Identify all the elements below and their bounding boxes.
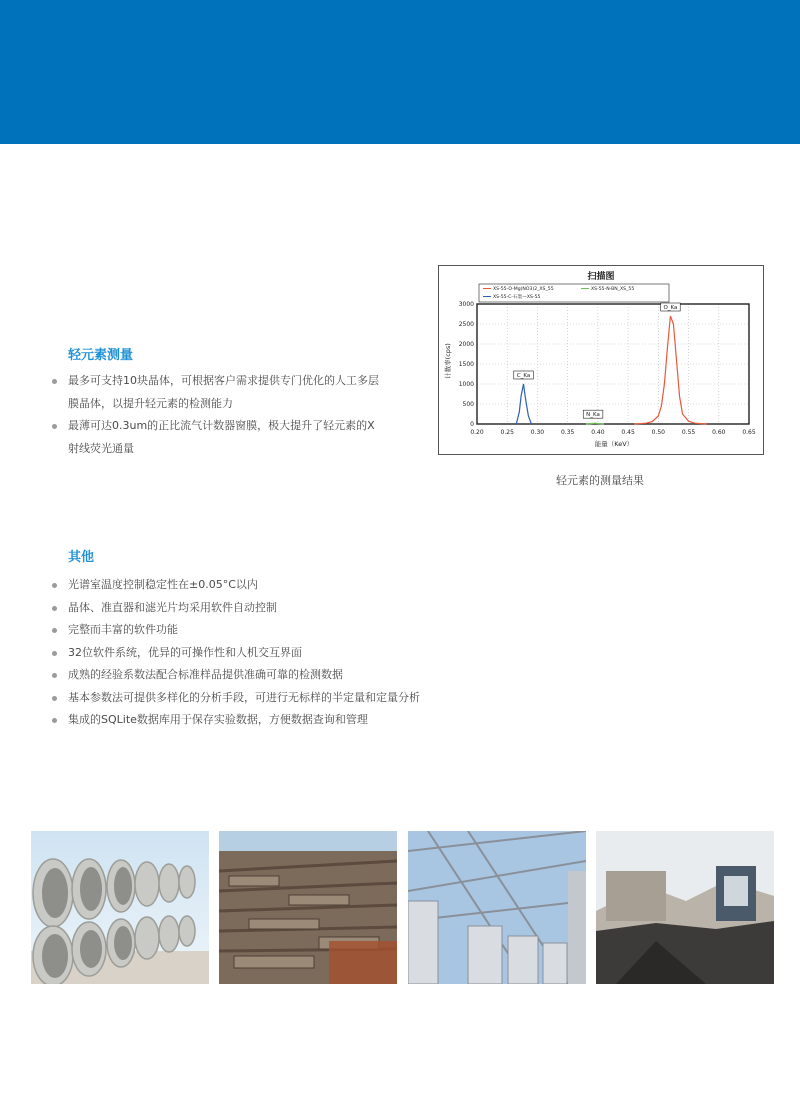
list-item-text: 集成的SQLite数据库用于保存实验数据，方便数据查询和管理: [68, 713, 368, 726]
bullet-icon: [52, 583, 57, 588]
bullet-icon: [52, 651, 57, 656]
y-tick-label: 3000: [458, 301, 474, 308]
x-tick-label: 0.35: [560, 429, 575, 436]
y-axis-label: 计数率(cps): [444, 343, 452, 379]
x-tick-label: 0.65: [742, 429, 756, 436]
x-tick-label: 0.55: [681, 429, 696, 436]
list-item-text: 完整而丰富的软件功能: [68, 623, 178, 636]
chart-annotations: [514, 303, 680, 418]
x-tick-label: 0.45: [621, 429, 635, 436]
list-item: [52, 709, 552, 732]
list-item: [52, 415, 382, 460]
steel-beams-photo: [219, 831, 397, 984]
list-item-text: 成熟的经验系数法配合标准样品提供准确可靠的检测数据: [68, 668, 343, 681]
list-item-text: 晶体、准直器和滤光片均采用软件自动控制: [68, 600, 277, 614]
annotation-label: N_Ka: [586, 412, 600, 419]
bullet-icon: [52, 718, 57, 723]
list-item: [52, 687, 552, 710]
list-item: [52, 597, 552, 620]
list-item: [52, 370, 382, 415]
industrial-plant-photo: [408, 831, 586, 984]
bullet-icon: [52, 424, 57, 429]
list-item: [52, 574, 552, 597]
mining-site-photo: [596, 831, 774, 984]
x-tick-label: 0.30: [530, 429, 545, 436]
y-tick-label: 0: [470, 421, 474, 428]
annotation-label: C_Ka: [516, 373, 531, 379]
annotation-label: O_Ka: [663, 305, 678, 311]
bullet-icon: [52, 696, 57, 701]
chart-caption: 轻元素的测量结果: [556, 474, 644, 487]
x-tick-label: 0.60: [712, 429, 726, 436]
bullet-icon: [52, 606, 57, 611]
bullet-icon: [52, 673, 57, 678]
concrete-pipes-photo: [31, 831, 209, 984]
chart-svg: [439, 266, 763, 454]
list-item-text: 最多可支持10块晶体，可根据客户需求提供专门优化的人工多层膜晶体，以提升轻元素的检测能力: [68, 374, 379, 410]
series-line: [634, 316, 707, 424]
x-axis-label: 能量（KeV）: [594, 440, 634, 448]
y-tick-label: 2000: [458, 341, 474, 348]
list-item: [52, 664, 552, 687]
y-tick-label: 500: [462, 401, 474, 408]
list-item: [52, 642, 552, 665]
other-list: [52, 574, 552, 732]
chart-title: 扫描图: [587, 272, 615, 282]
x-tick-label: 0.20: [470, 429, 484, 436]
x-tick-label: 0.25: [500, 429, 514, 436]
list-item-text: 光谱室温度控制稳定性在±0.05°C以内: [68, 578, 258, 591]
chart-series: [516, 316, 706, 424]
light-elements-title: 轻元素测量: [68, 348, 134, 363]
x-tick-label: 0.40: [591, 429, 605, 436]
legend-label: XS-55-N-BN_XS_55: [591, 287, 635, 292]
legend-label: XS-55-O-Mg(NO3)2_XS_55: [493, 287, 554, 292]
y-tick-label: 1000: [458, 381, 474, 388]
chart-legend: [479, 284, 669, 302]
header-banner: [0, 0, 800, 144]
bullet-icon: [52, 628, 57, 633]
other-title: 其他: [68, 550, 95, 565]
legend-label: XS-55-C-石墨—XS-55: [493, 295, 541, 300]
bullet-icon: [52, 379, 57, 384]
list-item-text: 32位软件系统，优异的可操作性和人机交互界面: [68, 645, 302, 659]
chart-grid: [477, 304, 749, 424]
light-elements-list: [52, 370, 382, 460]
scan-chart: [438, 265, 764, 455]
chart-axes: [459, 301, 756, 436]
list-item-text: 基本参数法可提供多样化的分析手段，可进行无标样的半定量和定量分析: [68, 690, 420, 704]
list-item: [52, 619, 552, 642]
y-tick-label: 2500: [458, 321, 474, 328]
list-item-text: 最薄可达0.3um的正比流气计数器窗膜，极大提升了轻元素的X射线荧光通量: [68, 419, 375, 455]
y-tick-label: 1500: [458, 361, 474, 368]
x-tick-label: 0.50: [651, 429, 666, 436]
series-line: [516, 384, 531, 424]
